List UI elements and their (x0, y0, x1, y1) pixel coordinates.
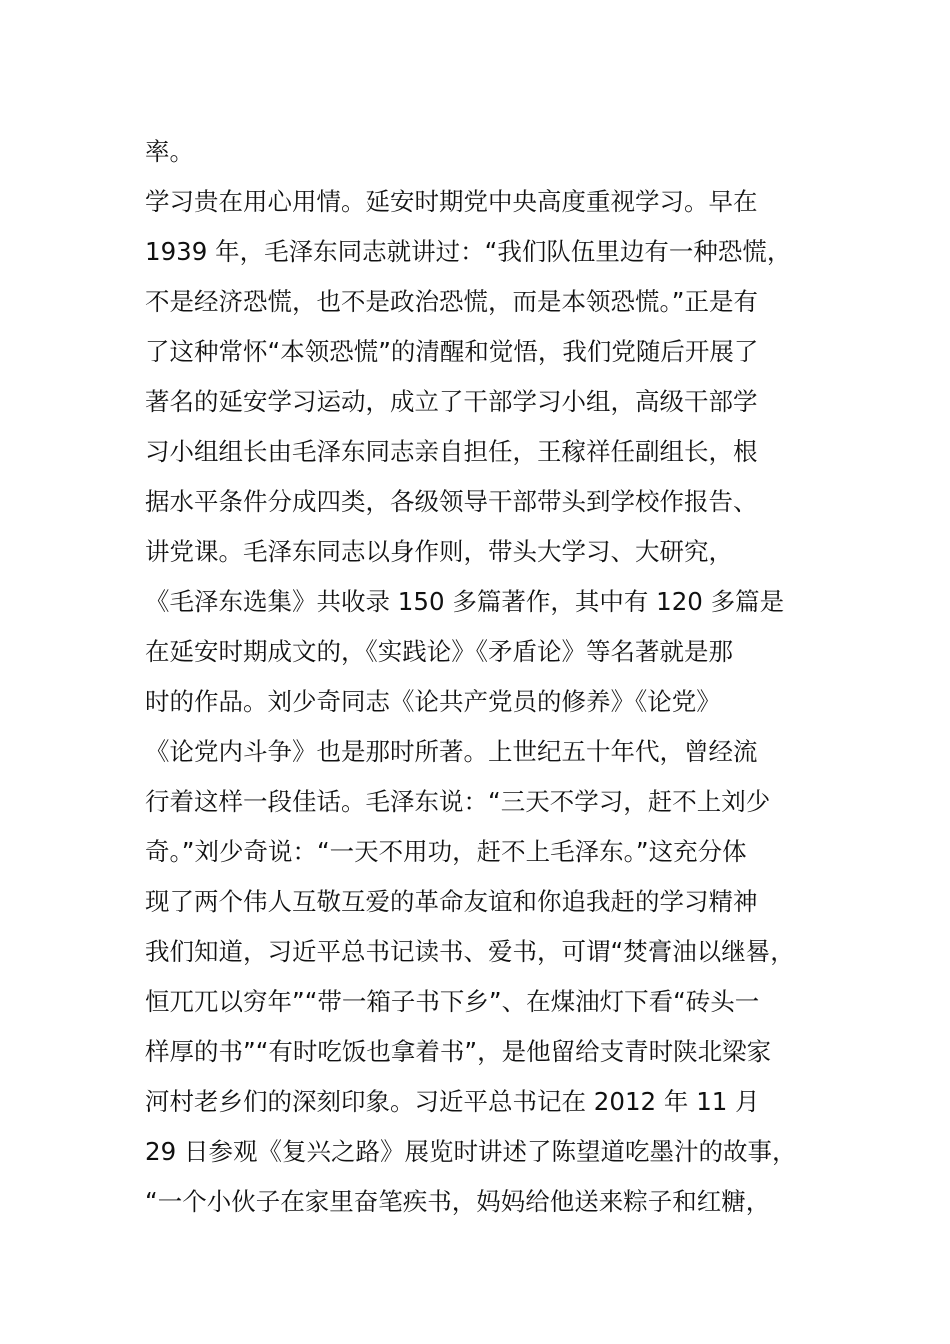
text-line-9: 讲党课。毛泽东同志以身作则，带头大学习、大研究， (145, 537, 733, 566)
text-line-16: 现了两个伟人互敬互爱的革命友谊和你追我赶的学习精神 (145, 887, 758, 916)
text-line-7: 习小组组长由毛泽东同志亲自担任，王稼祥任副组长，根 (145, 437, 758, 466)
text-line-12: 时的作品。刘少奇同志《论共产党员的修养》《论党》 (145, 687, 721, 716)
text-line-8: 据水平条件分成四类，各级领导干部带头到学校作报告、 (145, 487, 758, 516)
text-line-5: 了这种常怀“本领恐慌”的清醒和觉悟，我们党随后开展了 (145, 337, 759, 366)
text-line-20: 河村老乡们的深刻印象。习近平总书记在 2012 年 11 月 (145, 1087, 760, 1116)
text-line-4: 不是经济恐慌，也不是政治恐慌，而是本领恐慌。”正是有 (145, 287, 758, 316)
text-line-17: 我们知道，习近平总书记读书、爱书，可谓“焚膏油以继晷， (145, 937, 795, 966)
text-line-3: 1939 年，毛泽东同志就讲过：“我们队伍里边有一种恐慌， (145, 237, 792, 266)
text-line-14: 行着这样一段佳话。毛泽东说：“三天不学习，赶不上刘少 (145, 787, 771, 816)
body-text (145, 127, 845, 1227)
text-line-6: 著名的延安学习运动，成立了干部学习小组，高级干部学 (145, 387, 758, 416)
text-line-21: 29 日参观《复兴之路》展览时讲述了陈望道吃墨汁的故事， (145, 1137, 797, 1166)
text-line-22: “一个小伙子在家里奋笔疾书，妈妈给他送来粽子和红糖， (145, 1187, 771, 1216)
text-line-18: 恒兀兀以穷年”“带一箱子书下乡”、在煤油灯下看“砖头一 (145, 987, 760, 1016)
text-line-2: 学习贵在用心用情。延安时期党中央高度重视学习。早在 (145, 187, 758, 216)
text-line-19: 样厚的书”“有时吃饭也拿着书”，是他留给支青时陕北梁家 (145, 1037, 772, 1066)
text-line-15: 奇。”刘少奇说：“一天不用功，赶不上毛泽东。”这充分体 (145, 837, 747, 866)
text-line-10: 《毛泽东选集》共收录 150 多篇著作，其中有 120 多篇是 (145, 587, 785, 616)
text-line-1: 率。 (145, 137, 194, 166)
text-line-13: 《论党内斗争》也是那时所著。上世纪五十年代，曾经流 (145, 737, 758, 766)
text-line-11: 在延安时期成文的，《实践论》《矛盾论》等名著就是那 (145, 637, 733, 666)
